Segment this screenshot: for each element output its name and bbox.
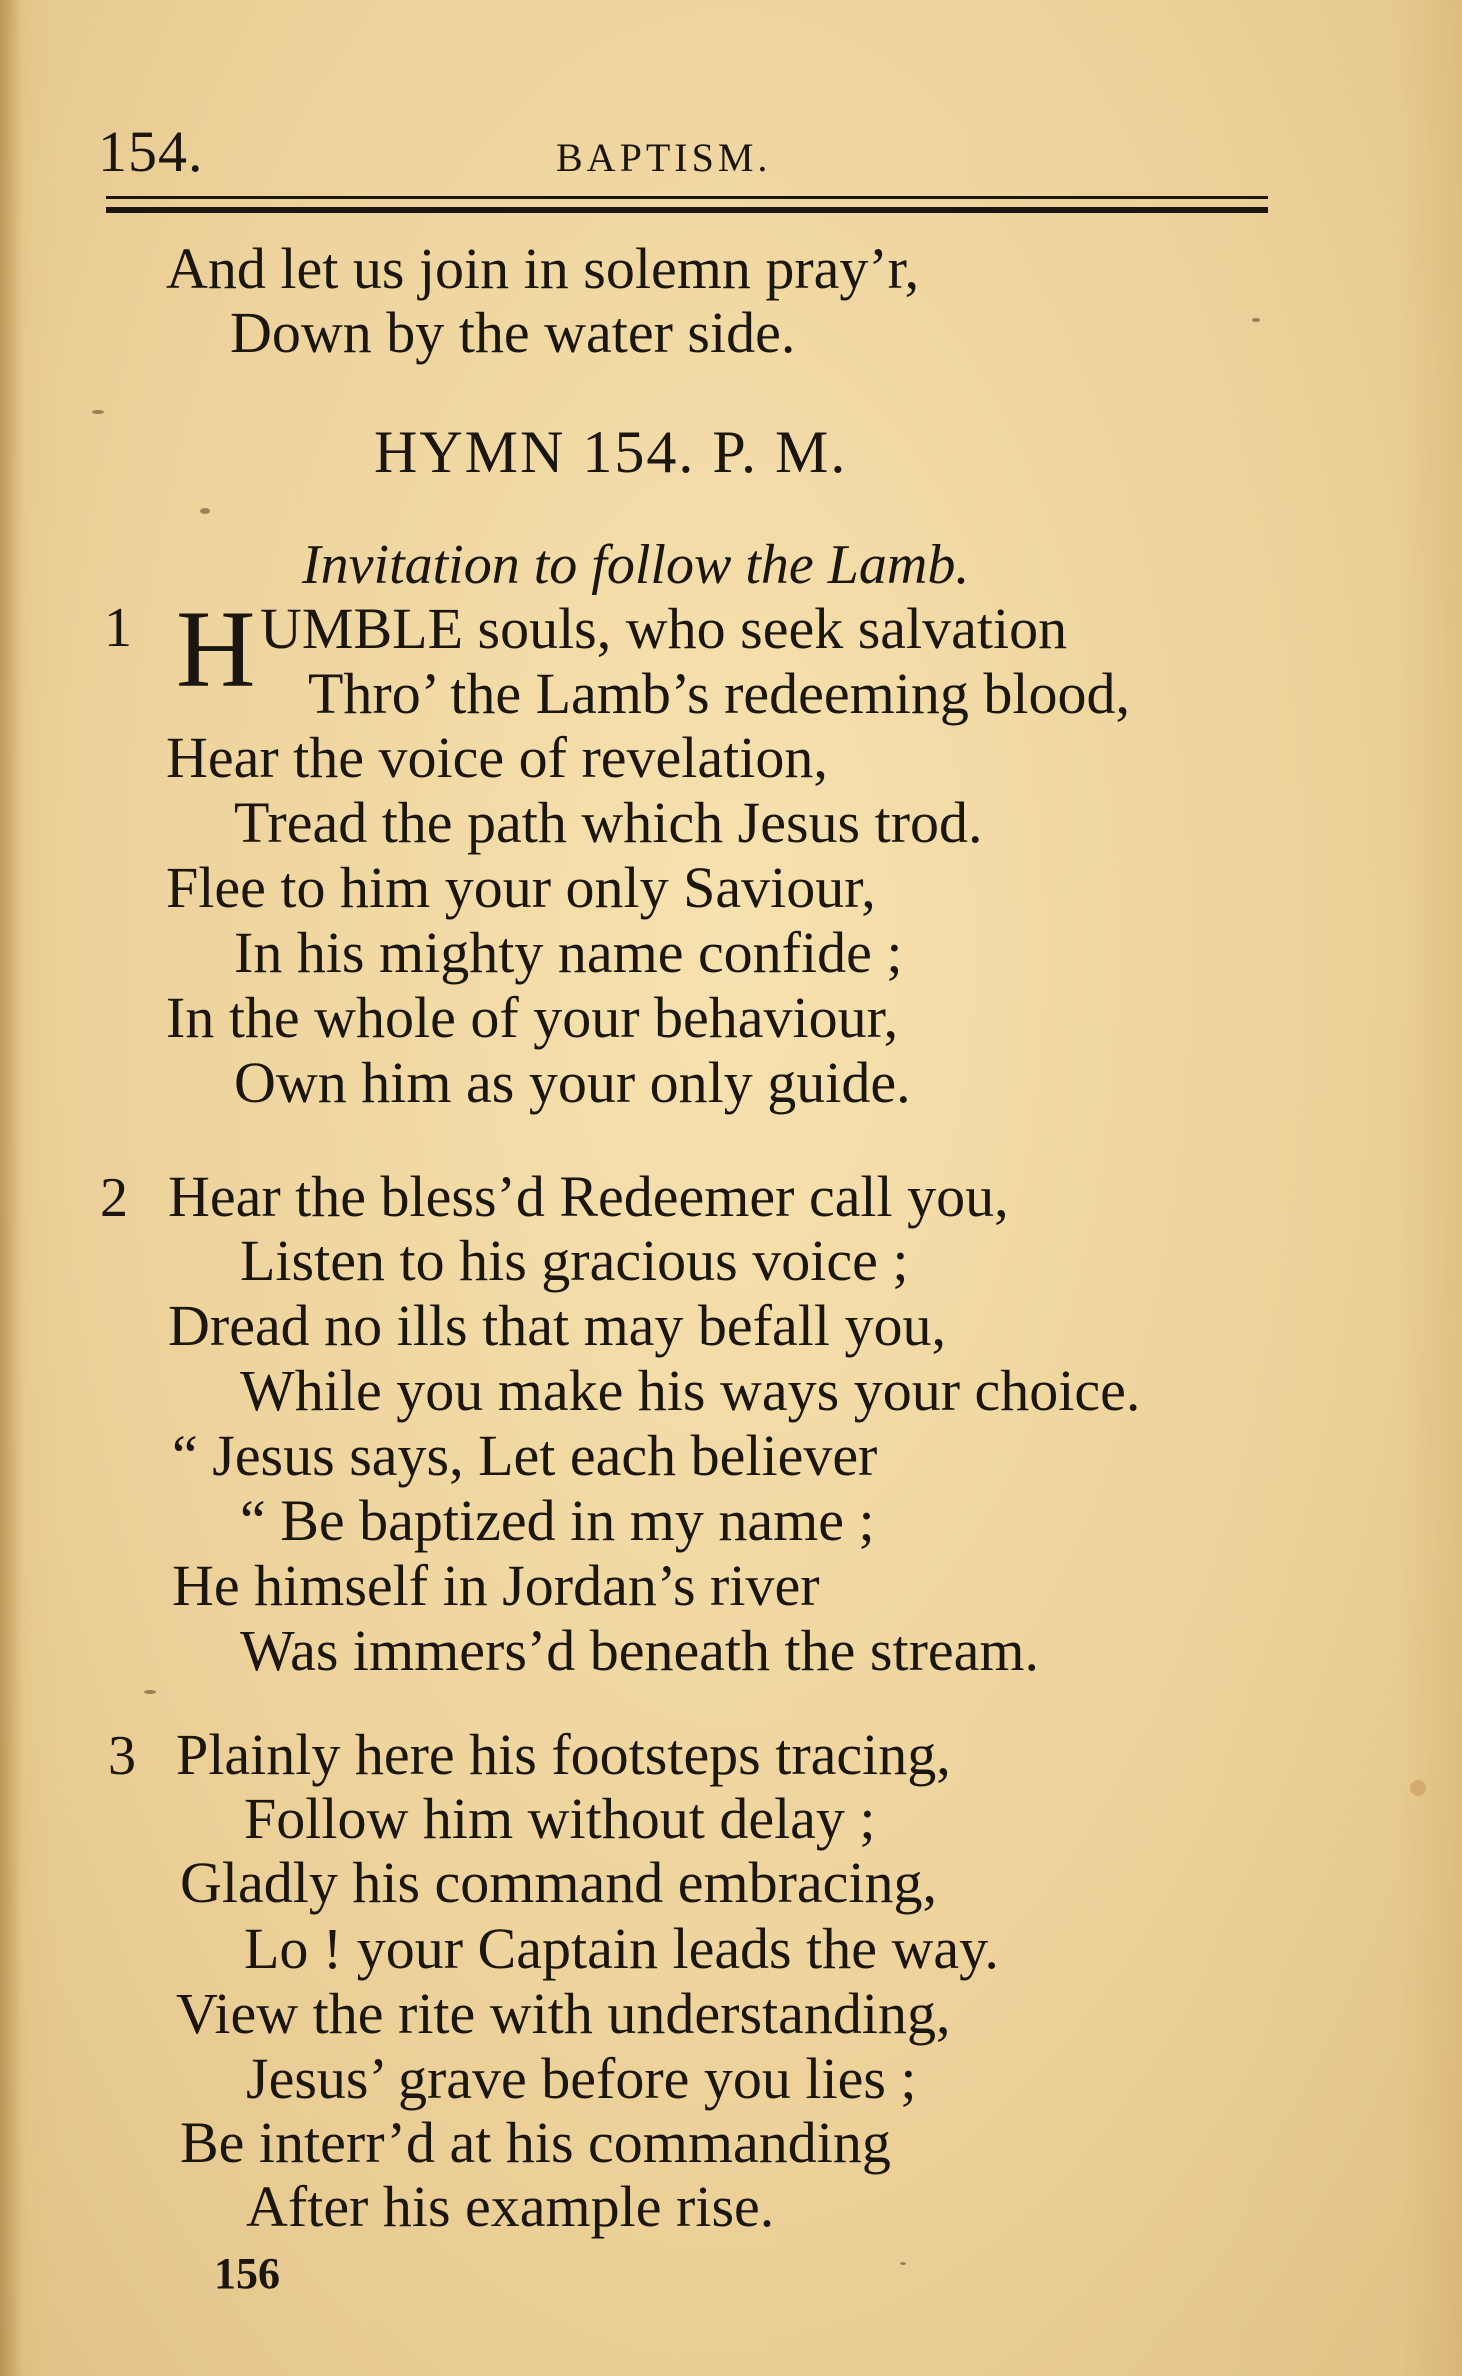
verse-line: Gladly his command embracing, <box>180 1850 938 1915</box>
verse-line: He himself in Jordan’s river <box>172 1553 820 1618</box>
verse-line: Dread no ills that may befall you, <box>168 1293 946 1358</box>
hymn-heading: HYMN 154. P. M. <box>374 419 848 485</box>
verse-line: Tread the path which Jesus trod. <box>234 790 983 855</box>
ink-speck <box>1252 318 1260 322</box>
verse-line: In the whole of your behaviour, <box>166 985 899 1050</box>
verse-line: UMBLE souls, who seek salvation <box>260 596 1068 661</box>
verse-line: In his mighty name confide ; <box>234 920 903 985</box>
page-spine-shadow <box>0 0 22 2376</box>
ink-speck <box>144 1690 156 1694</box>
verse-line: Hear the voice of revelation, <box>166 725 828 790</box>
running-head <box>0 118 1462 198</box>
verse-line: Own him as your only guide. <box>234 1050 911 1115</box>
verse-line: Flee to him your only Saviour, <box>166 855 876 920</box>
verse-line: Be interr’d at his commanding <box>180 2110 891 2175</box>
header-rule-thick <box>106 207 1268 213</box>
verse-line: Was immers’d beneath the stream. <box>240 1618 1040 1683</box>
previous-hymn-line: Down by the water side. <box>230 300 796 365</box>
verse-line: “ Be baptized in my name ; <box>240 1488 875 1553</box>
header-rule-thin <box>106 196 1268 199</box>
ink-speck <box>1410 1780 1426 1796</box>
ink-speck <box>92 410 104 414</box>
verse-line: Thro’ the Lamb’s redeeming blood, <box>308 661 1130 726</box>
verse-number: 2 <box>100 1167 128 1229</box>
hymn-subtitle: Invitation to follow the Lamb. <box>302 534 970 596</box>
verse-line: Follow him without delay ; <box>244 1786 876 1851</box>
signature-mark: 156 <box>214 2249 280 2298</box>
section-title: BAPTISM. <box>556 135 772 180</box>
verse-line: “ Jesus says, Let each believer <box>172 1423 878 1488</box>
ink-speck <box>200 508 210 514</box>
verse-line: After his example rise. <box>246 2174 775 2239</box>
verse-line: Plainly here his footsteps tracing, <box>176 1722 951 1787</box>
verse-line: Lo ! your Captain leads the way. <box>244 1916 999 1981</box>
page-number: 154. <box>98 119 204 184</box>
drop-cap: H <box>176 588 256 710</box>
verse-number: 3 <box>108 1725 136 1787</box>
previous-hymn-line: And let us join in solemn pray’r, <box>166 236 920 301</box>
verse-number: 1 <box>104 597 132 659</box>
verse-line: Listen to his gracious voice ; <box>240 1228 909 1293</box>
verse-line: While you make his ways your choice. <box>240 1358 1141 1423</box>
verse-line: View the rite with understanding, <box>176 1981 951 2046</box>
verse-line: Jesus’ grave before you lies ; <box>246 2046 917 2111</box>
ink-speck <box>900 2262 906 2265</box>
verse-line: Hear the bless’d Redeemer call you, <box>168 1164 1009 1229</box>
